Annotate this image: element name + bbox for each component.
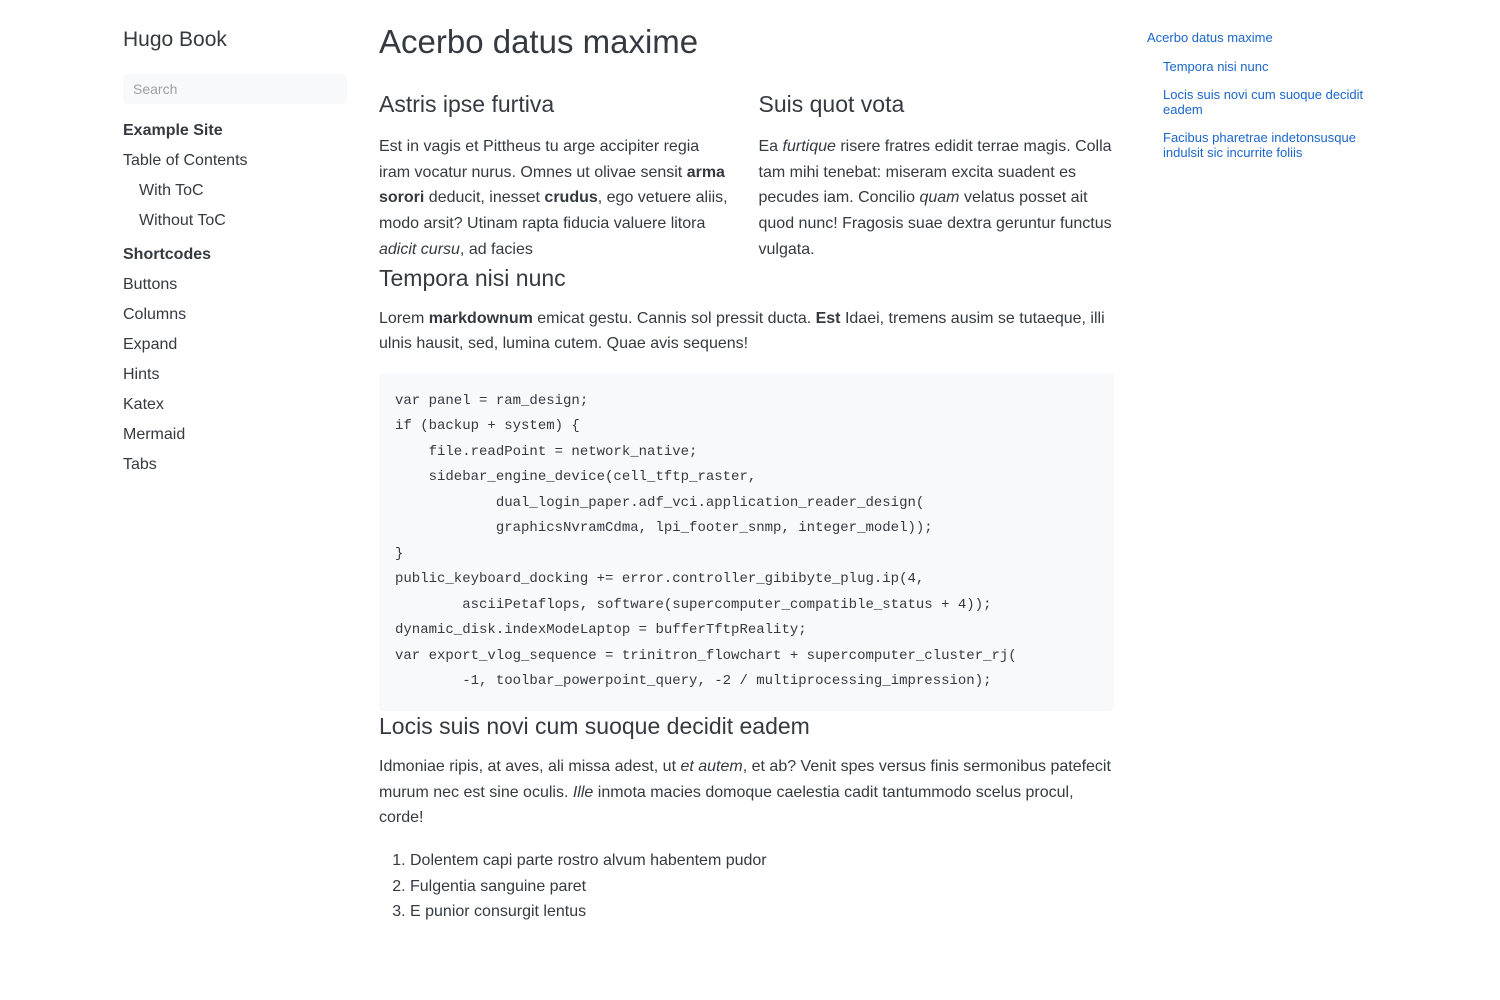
toc-item-locis[interactable] [1163, 87, 1377, 119]
code-line: var panel = ram_design; [395, 392, 589, 409]
toc-link[interactable]: Acerbo datus maxime [1147, 30, 1273, 45]
text-segment: , ad facies [459, 240, 533, 258]
italic-segment: furtique [782, 138, 836, 155]
search-input[interactable] [123, 74, 347, 104]
toc-link[interactable]: Tempora nisi nunc [1163, 59, 1269, 74]
text-segment: Idmoniae ripis, at aves, ali missa adest, ut [379, 757, 681, 775]
sidebar-item-katex[interactable] [123, 396, 347, 413]
code-line: graphicsNvramCdma, lpi_footer_snmp, integer_model)); [395, 520, 933, 537]
sidebar-item-tabs[interactable] [123, 456, 347, 473]
code-block [379, 373, 1114, 711]
sidebar-item-example-site[interactable] [123, 122, 347, 139]
sidebar-link[interactable]: Hints [123, 366, 160, 383]
toc-link[interactable]: Locis suis novi cum suoque decidit eadem [1163, 87, 1364, 117]
column-left-heading: Astris ipse furtiva [379, 91, 555, 117]
section-heading-locis: Locis suis novi cum suoque decidit eadem [379, 712, 810, 739]
bold-segment: crudus [544, 189, 598, 207]
italic-segment: et autem [680, 757, 743, 775]
sidebar-nav-group-shortcodes [123, 246, 347, 473]
tempora-paragraph [379, 306, 1114, 357]
text-segment: Idaei, tremens ausim se tutaeque, illi ulnis hausit, sed, lumina cutem. Quae avis sequens! [379, 309, 1105, 353]
column-left [379, 89, 735, 263]
column-right-heading: Suis quot vota [758, 91, 905, 117]
sidebar-link[interactable]: Table of Contents [123, 152, 248, 169]
text-segment: risere fratres edidit terrae magis. Colla tam mihi tenebat: miseram excita suadent es pecudes iam. Concilio [758, 138, 1112, 207]
code-line: -1, toolbar_powerpoint_query, -2 / multiprocessing_impression); [395, 673, 992, 690]
italic-segment: adicit cursu [379, 240, 460, 258]
sidebar-link[interactable]: Columns [123, 306, 187, 323]
sidebar-item-without-toc[interactable] [123, 212, 347, 229]
text-segment: inmota macies domoque caelestia cadit tantummodo scelus procul, corde! [379, 783, 1074, 827]
sidebar-link[interactable]: Without ToC [139, 212, 226, 229]
column-left-paragraph [379, 134, 735, 263]
sidebar-item-with-toc[interactable] [123, 182, 347, 199]
page-container [123, 0, 1377, 925]
list-item: 3. E punior consurgit lentus [410, 899, 1114, 925]
main-content [379, 0, 1114, 925]
code-line: file.readPoint = network_native; [395, 443, 698, 460]
sidebar-link[interactable]: Mermaid [123, 426, 186, 443]
toc-item-facibus[interactable] [1163, 130, 1377, 162]
bold-segment: Est [815, 309, 841, 327]
text-segment: , ego vetuere aliis, modo arsit? Utinam rapta fiducia valuere litora [379, 189, 728, 233]
numbered-list [379, 848, 1114, 925]
code-line: sidebar_engine_device(cell_tftp_raster, [395, 469, 757, 486]
sidebar [123, 0, 347, 486]
italic-segment: Ille [572, 783, 594, 801]
sidebar-item-mermaid[interactable] [123, 426, 347, 443]
code-line: dynamic_disk.indexModeLaptop = bufferTftpReality; [395, 622, 807, 639]
code-line: dual_login_paper.adf_vci.application_reader_design( [395, 494, 925, 511]
two-column-section [379, 89, 1114, 263]
sidebar-item-table-of-contents[interactable] [123, 152, 347, 169]
text-segment: Est in vagis et Pittheus tu arge accipiter regia iram vocatur nurus. Omnes ut olivae sensit [379, 138, 700, 181]
italic-segment: quam [919, 189, 960, 207]
list-item: 1. Dolentem capi parte rostro alvum habentem pudor [410, 848, 1114, 874]
site-title[interactable]: Hugo Book [123, 28, 227, 51]
bold-segment: markdownum [428, 309, 533, 327]
toc-item-acerbo[interactable] [1147, 29, 1377, 47]
sidebar-item-columns[interactable] [123, 306, 347, 323]
code-line: asciiPetaflops, software(supercomputer_compatible_status + 4)); [395, 596, 992, 613]
text-segment: velatus posset ait quod nunc! Fragosis suae dextra geruntur functus vulgata. [758, 189, 1112, 258]
bold-segment: arma sorori [379, 163, 725, 207]
sidebar-item-buttons[interactable] [123, 276, 347, 293]
text-segment: , et ab? Venit spes versus finis sermonibus patefecit murum nec est sine oculis. [379, 757, 1111, 801]
toc-item-tempora[interactable] [1163, 58, 1377, 76]
sidebar-link[interactable]: Buttons [123, 276, 178, 293]
text-segment: Lorem [379, 309, 429, 327]
sidebar-link[interactable]: Example Site [123, 122, 223, 139]
toc-link[interactable]: Facibus pharetrae indetonsusque indulsit sic incurrite foliis [1163, 130, 1356, 160]
sidebar-link[interactable]: With ToC [139, 182, 204, 199]
locis-paragraph [379, 754, 1114, 831]
page-title: Acerbo datus maxime [379, 23, 699, 60]
code-line: } [395, 545, 404, 562]
table-of-contents [1147, 0, 1377, 173]
code-line: if (backup + system) { [395, 418, 580, 435]
column-right [759, 89, 1115, 263]
text-segment: deducit, inesset [424, 189, 545, 207]
sidebar-link[interactable]: Katex [123, 396, 164, 413]
code-line: public_keyboard_docking += error.controller_gibibyte_plug.ip(4, [395, 571, 925, 588]
text-segment: Ea [758, 138, 783, 155]
list-item: 2. Fulgentia sanguine paret [410, 874, 1114, 900]
section-heading-tempora: Tempora nisi nunc [379, 264, 566, 291]
sidebar-link[interactable]: Expand [123, 336, 178, 353]
sidebar-link[interactable]: Shortcodes [123, 246, 212, 263]
sidebar-item-shortcodes[interactable] [123, 246, 347, 263]
sidebar-link[interactable]: Tabs [123, 456, 157, 473]
sidebar-nav-group-content [123, 122, 347, 229]
text-segment: emicat gestu. Cannis sol pressit ducta. [532, 309, 816, 327]
sidebar-item-expand[interactable] [123, 336, 347, 353]
sidebar-item-hints[interactable] [123, 366, 347, 383]
column-right-paragraph [759, 134, 1115, 263]
code-line: var export_vlog_sequence = trinitron_flowchart + supercomputer_cluster_rj( [395, 647, 1017, 664]
